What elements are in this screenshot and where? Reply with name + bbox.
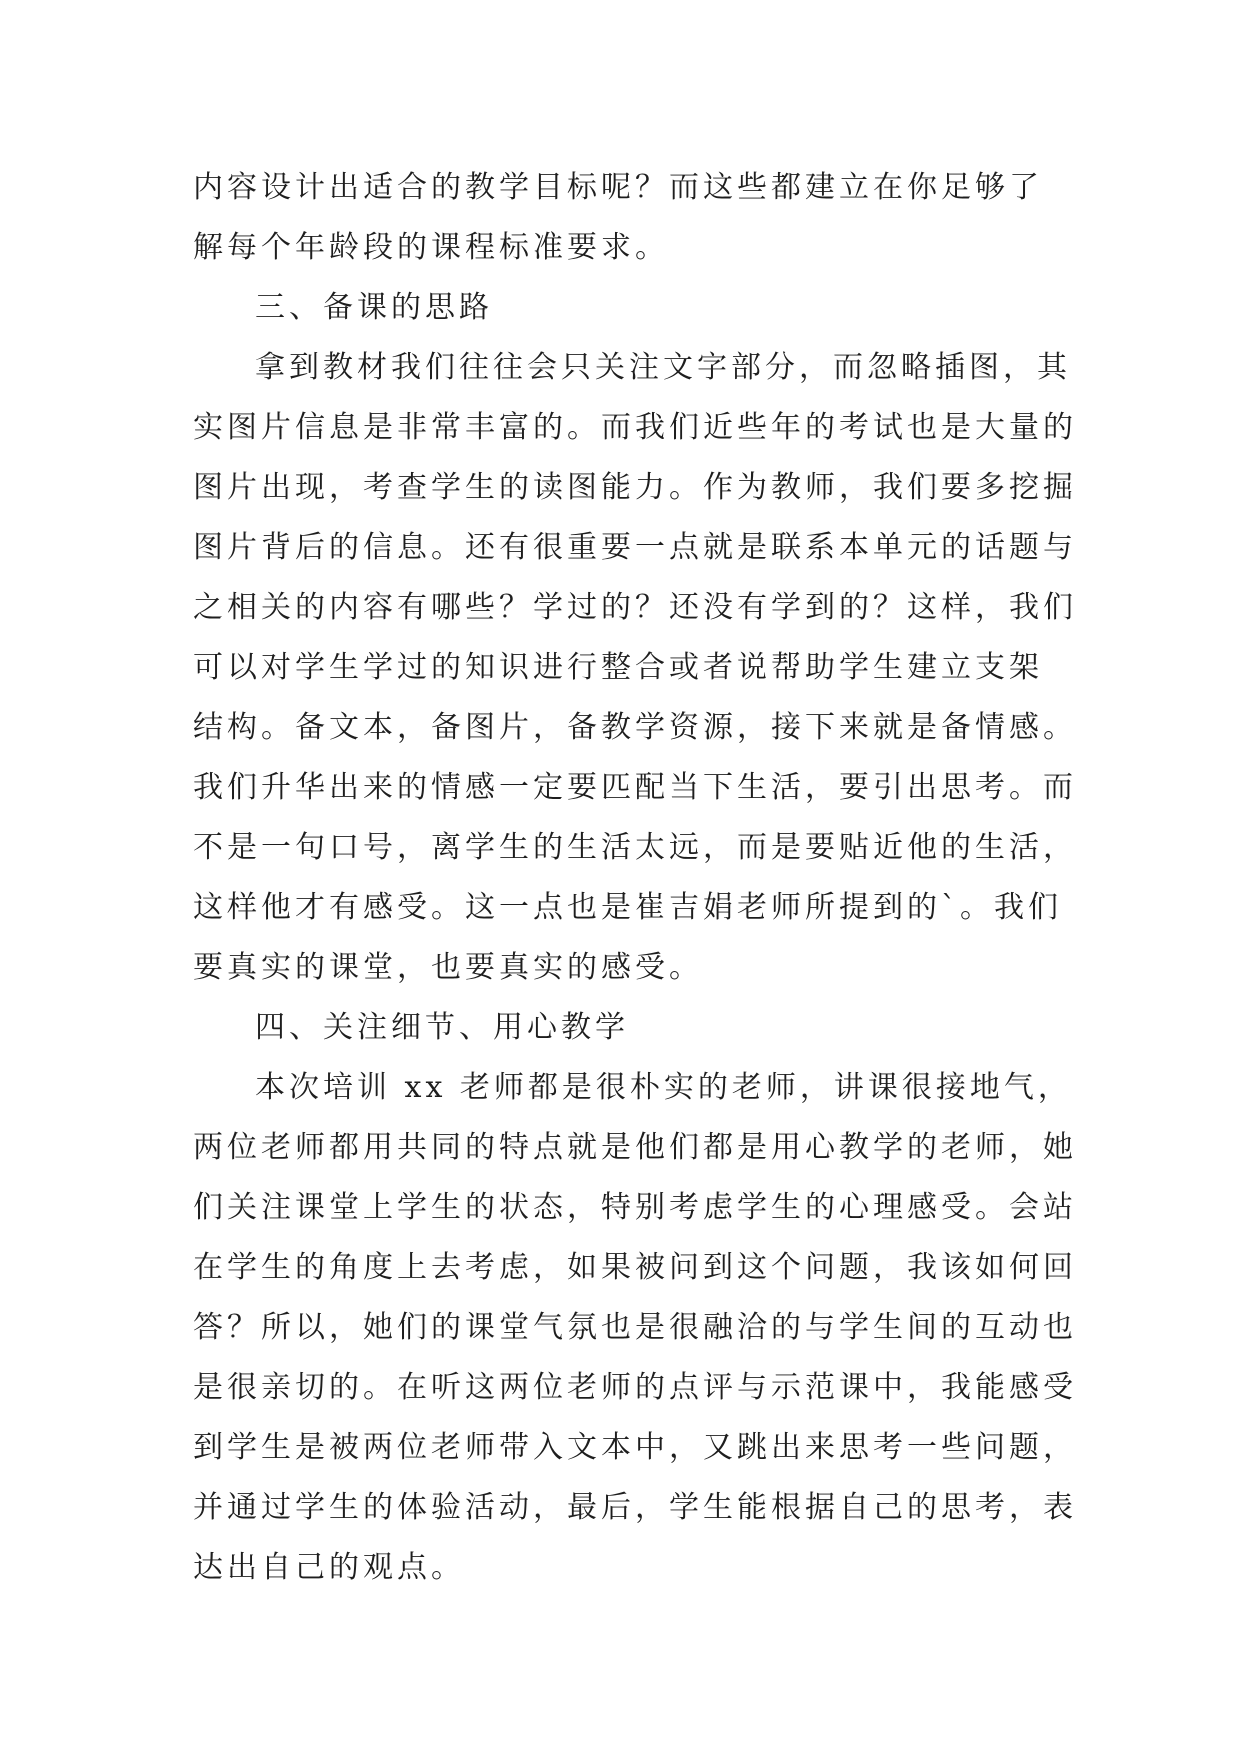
text-line: 这样他才有感受。这一点也是崔吉娟老师所提到的`。我们 xyxy=(193,890,1062,925)
document-body xyxy=(193,158,1077,1598)
text-line: 并通过学生的体验活动，最后，学生能根据自己的思考，表 xyxy=(193,1490,1077,1525)
text-line: 是很亲切的。在听这两位老师的点评与示范课中，我能感受 xyxy=(193,1370,1077,1405)
text-line: 之相关的内容有哪些？学过的？还没有学到的？这样，我们 xyxy=(193,590,1077,625)
paragraph-start-line: 本次培训 xx 老师都是很朴实的老师，讲课很接地气， xyxy=(255,1070,1072,1105)
text-line: 图片出现，考查学生的读图能力。作为教师，我们要多挖掘 xyxy=(193,470,1077,505)
section-heading: 四、关注细节、用心教学 xyxy=(255,1010,629,1045)
text-line: 不是一句口号，离学生的生活太远，而是要贴近他的生活， xyxy=(193,830,1077,865)
text-line: 我们升华出来的情感一定要匹配当下生活，要引出思考。而 xyxy=(193,770,1077,805)
paragraph-start-line: 拿到教材我们往往会只关注文字部分，而忽略插图，其 xyxy=(255,350,1071,385)
text-line: 图片背后的信息。还有很重要一点就是联系本单元的话题与 xyxy=(193,530,1077,565)
text-line: 可以对学生学过的知识进行整合或者说帮助学生建立支架 xyxy=(193,650,1043,685)
text-line: 答？所以，她们的课堂气氛也是很融洽的与学生间的互动也 xyxy=(193,1310,1077,1345)
text-line: 解每个年龄段的课程标准要求。 xyxy=(193,230,669,265)
text-line: 两位老师都用共同的特点就是他们都是用心教学的老师，她 xyxy=(193,1130,1077,1165)
text-line: 在学生的角度上去考虑，如果被问到这个问题，我该如何回 xyxy=(193,1250,1077,1285)
text-line: 要真实的课堂，也要真实的感受。 xyxy=(193,950,703,985)
text-line: 内容设计出适合的教学目标呢？而这些都建立在你足够了 xyxy=(193,170,1043,205)
section-heading: 三、备课的思路 xyxy=(255,290,493,325)
text-line: 到学生是被两位老师带入文本中，又跳出来思考一些问题， xyxy=(193,1430,1077,1465)
text-line: 达出自己的观点。 xyxy=(193,1550,465,1585)
text-line: 们关注课堂上学生的状态，特别考虑学生的心理感受。会站 xyxy=(193,1190,1077,1225)
text-line: 结构。备文本，备图片，备教学资源，接下来就是备情感。 xyxy=(193,710,1077,745)
text-line: 实图片信息是非常丰富的。而我们近些年的考试也是大量的 xyxy=(193,410,1077,445)
